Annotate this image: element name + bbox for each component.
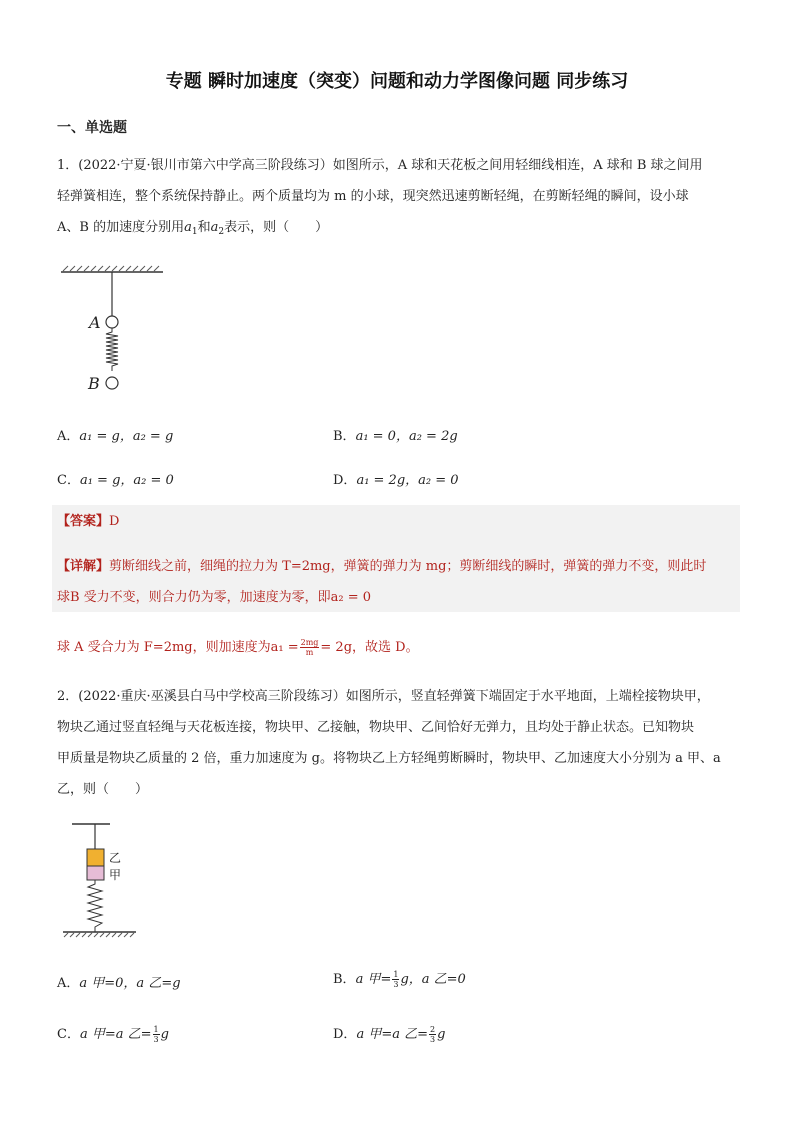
section-heading: 一、单选题: [57, 120, 127, 136]
q2-stem-line4: 乙，则（ ）: [57, 782, 149, 797]
q2-option-d[interactable]: D．a 甲=a 乙= $\frac{2}{3}$ g: [333, 1025, 446, 1044]
q1-stem-line3: A、B 的加速度分别用$a_1$和$a_2$表示，则（ ）: [57, 220, 329, 237]
q1-detail-line3: 球 A 受合力为 F=2mg，则加速度为a₁ = $\frac{2mg}{m}$ = 2g，故选 D。: [57, 638, 419, 657]
label-a: A: [89, 313, 101, 332]
answer-tag: 【答案】: [57, 514, 110, 529]
q1-stem-line2: 轻弹簧相连，整个系统保持静止。两个质量均为 m 的小球，现突然迅速剪断轻绳，在剪断轻绳的瞬间，设小球: [57, 189, 689, 204]
q1-figure: [55, 262, 175, 397]
q1-detail-line1: 【详解】剪断细线之前，细绳的拉力为 T=2mg，弹簧的弹力为 mg；剪断细线的瞬时，弹簧的弹力不变，则此时: [57, 559, 707, 574]
block-yi: [87, 849, 104, 866]
detail-tag: 【详解】: [57, 559, 110, 574]
q1-option-c[interactable]: C．a₁ = g，a₂ = 0: [57, 473, 174, 488]
fraction: $\frac{2mg}{m}$: [300, 638, 319, 657]
q2-option-a[interactable]: A．a 甲=0，a 乙=g: [57, 976, 181, 991]
spring: [88, 880, 102, 932]
q2-stem-line1: 2．(2022·重庆·巫溪县白马中学校高三阶段练习）如图所示，竖直轻弹簧下端固定于水平地面，上端栓接物块甲，: [57, 689, 710, 704]
q2-option-c[interactable]: C．a 甲=a 乙= $\frac{1}{3}$ g: [57, 1025, 169, 1044]
ball-b: [106, 377, 118, 389]
q1-answer: 【答案】D: [57, 514, 120, 529]
block-jia: [87, 866, 104, 880]
ball-a: [106, 316, 118, 328]
q1-option-a[interactable]: A．a₁ = g，a₂ = g: [57, 429, 174, 444]
label-yi: 乙: [109, 851, 122, 865]
page-title: 专题 瞬时加速度（突变）问题和动力学图像问题 同步练习: [165, 71, 629, 92]
q1-detail-line2: 球B 受力不变，则合力仍为零，加速度为零，即a₂ = 0: [57, 590, 372, 605]
label-jia: 甲: [109, 868, 122, 882]
q1-option-b[interactable]: B．a₁ = 0，a₂ = 2g: [333, 429, 458, 444]
q2-stem-line3: 甲质量是物块乙质量的 2 倍，重力加速度为 g。将物块乙上方轻绳剪断瞬时，物块甲、乙加速度大小分别为 a 甲、a: [57, 751, 721, 766]
q2-option-b[interactable]: B．a 甲= $\frac{1}{3}$ g，a 乙=0: [333, 970, 466, 989]
q1-option-d[interactable]: D．a₁ = 2g，a₂ = 0: [333, 473, 459, 488]
ceiling-hatch: [63, 266, 159, 271]
q1-stem-line1: 1．(2022·宁夏·银川市第六中学高三阶段练习）如图所示，A 球和天花板之间用轻细线相连，A 球和 B 球之间用: [57, 158, 703, 173]
q2-stem-line2: 物块乙通过竖直轻绳与天花板连接，物块甲、乙接触，物块甲、乙间恰好无弹力，且均处于静止状态。已知物块: [57, 720, 695, 735]
ground-hatch: [64, 933, 134, 937]
q2-figure: [58, 818, 148, 943]
spring: [106, 328, 118, 371]
label-b: B: [88, 374, 100, 393]
